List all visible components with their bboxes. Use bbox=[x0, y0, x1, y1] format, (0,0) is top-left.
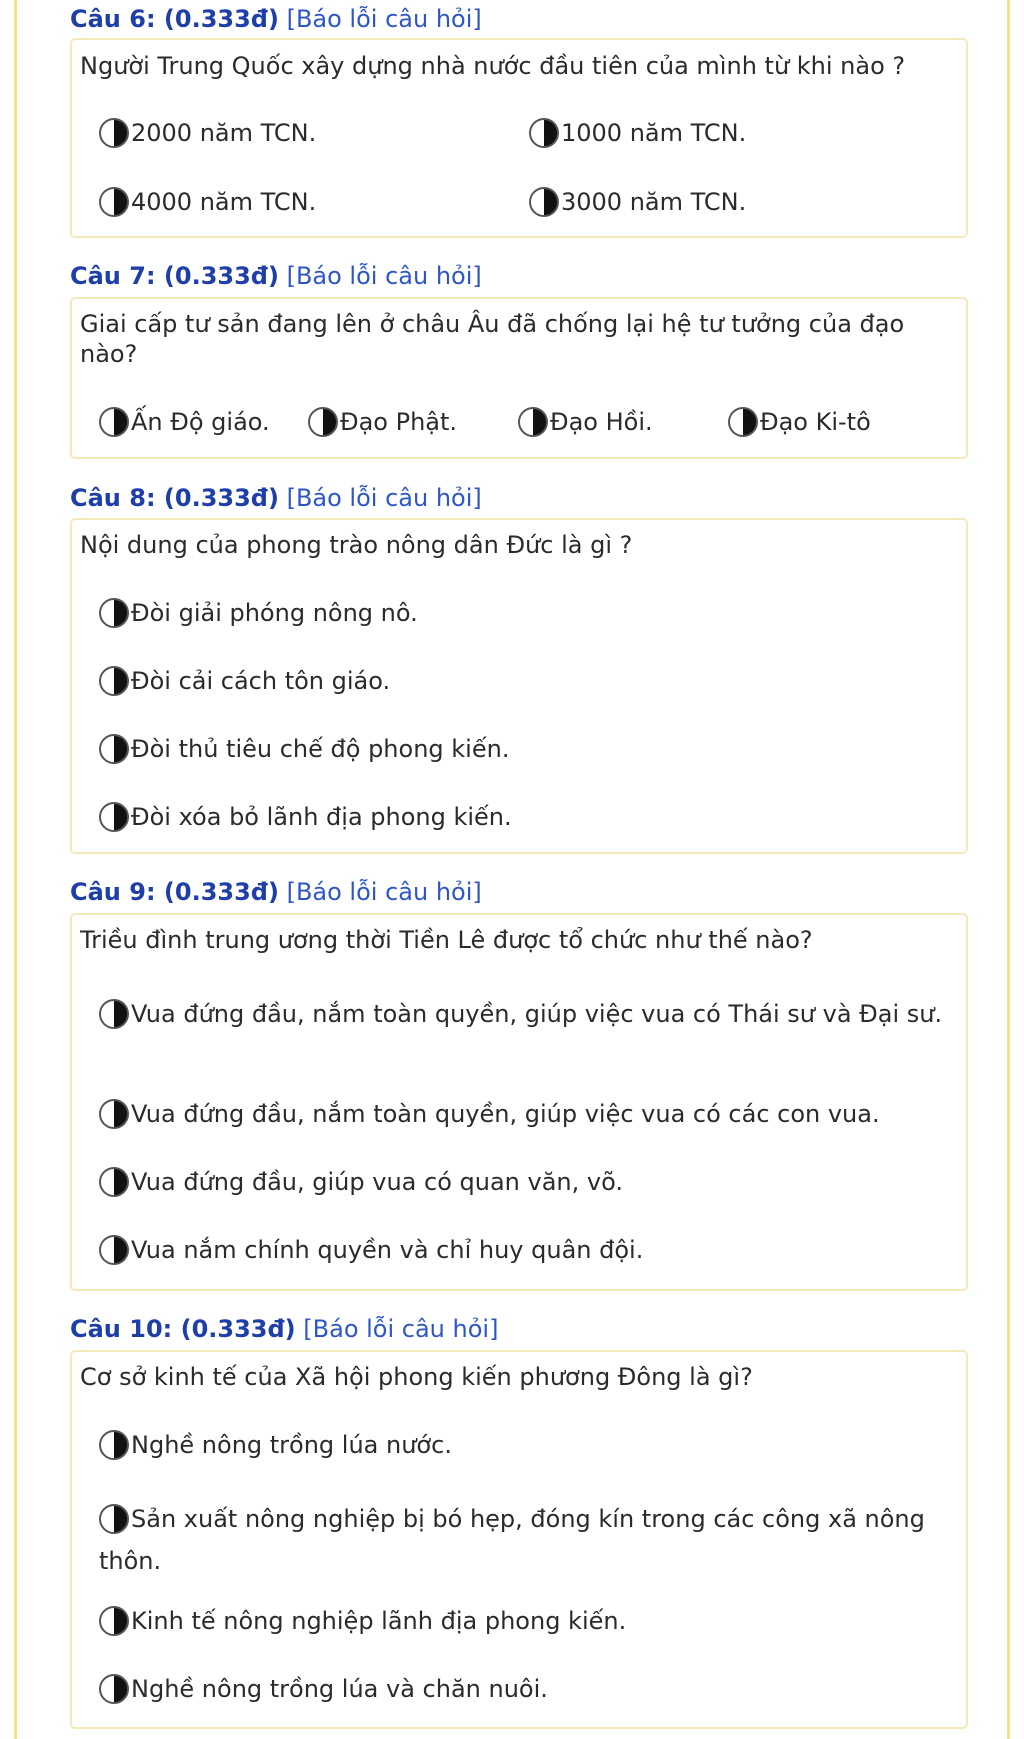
report-error-link[interactable]: [Báo lỗi câu hỏi] bbox=[286, 5, 482, 33]
radio-button-icon[interactable] bbox=[99, 118, 129, 148]
answer-option[interactable] bbox=[518, 407, 653, 437]
question-text: Giai cấp tư sản đang lên ở châu Âu đã chống lại hệ tư tưởng của đạo nào? bbox=[80, 310, 905, 368]
question-text: Triều đình trung ương thời Tiền Lê được tổ chức như thế nào? bbox=[80, 926, 813, 954]
answer-option[interactable] bbox=[99, 407, 270, 437]
option-label: Ấn Độ giáo. bbox=[131, 408, 270, 436]
radio-button-icon[interactable] bbox=[529, 187, 559, 217]
question-7-box bbox=[70, 297, 968, 459]
question-7-header bbox=[70, 261, 482, 291]
radio-button-icon[interactable] bbox=[99, 999, 129, 1029]
question-8-header bbox=[70, 483, 482, 513]
radio-button-icon[interactable] bbox=[99, 1430, 129, 1460]
radio-button-icon[interactable] bbox=[99, 1235, 129, 1265]
answer-option[interactable] bbox=[99, 1167, 623, 1197]
answer-option[interactable] bbox=[529, 118, 746, 148]
radio-button-icon[interactable] bbox=[99, 1606, 129, 1636]
option-label: Đòi giải phóng nông nô. bbox=[131, 599, 418, 627]
question-9-header bbox=[70, 877, 482, 907]
question-title: Câu 8: (0.333đ) bbox=[70, 484, 279, 512]
option-label: Đạo Hồi. bbox=[550, 408, 653, 436]
report-error-link[interactable]: [Báo lỗi câu hỏi] bbox=[303, 1315, 499, 1343]
option-label: 3000 năm TCN. bbox=[561, 188, 747, 216]
question-title: Câu 10: (0.333đ) bbox=[70, 1315, 296, 1343]
report-error-link[interactable]: [Báo lỗi câu hỏi] bbox=[286, 484, 482, 512]
option-label: Đạo Phật. bbox=[340, 408, 458, 436]
option-label: Đòi xóa bỏ lãnh địa phong kiến. bbox=[131, 803, 512, 831]
answer-option[interactable] bbox=[99, 1498, 956, 1582]
radio-button-icon[interactable] bbox=[99, 802, 129, 832]
question-8-box bbox=[70, 518, 968, 854]
option-label: Kinh tế nông nghiệp lãnh địa phong kiến. bbox=[131, 1607, 627, 1635]
question-10-header bbox=[70, 1314, 498, 1344]
option-label: Vua nắm chính quyền và chỉ huy quân đội. bbox=[131, 1236, 644, 1264]
answer-option[interactable] bbox=[99, 1606, 626, 1636]
radio-button-icon[interactable] bbox=[99, 734, 129, 764]
radio-button-icon[interactable] bbox=[99, 1504, 129, 1534]
question-6-header bbox=[70, 4, 482, 34]
question-text: Cơ sở kinh tế của Xã hội phong kiến phương Đông là gì? bbox=[80, 1363, 753, 1391]
radio-button-icon[interactable] bbox=[99, 1099, 129, 1129]
question-9-box bbox=[70, 913, 968, 1291]
question-text: Nội dung của phong trào nông dân Đức là gì ? bbox=[80, 531, 633, 559]
question-text: Người Trung Quốc xây dựng nhà nước đầu tiên của mình từ khi nào ? bbox=[80, 52, 906, 80]
answer-option[interactable] bbox=[99, 666, 390, 696]
answer-option[interactable] bbox=[99, 1674, 548, 1704]
radio-button-icon[interactable] bbox=[529, 118, 559, 148]
option-label: 4000 năm TCN. bbox=[131, 188, 317, 216]
option-label: Đòi cải cách tôn giáo. bbox=[131, 667, 391, 695]
answer-option[interactable] bbox=[728, 407, 871, 437]
question-10-box bbox=[70, 1350, 968, 1729]
report-error-link[interactable]: [Báo lỗi câu hỏi] bbox=[286, 262, 482, 290]
option-label: Sản xuất nông nghiệp bị bó hẹp, đóng kín trong các công xã nông thôn. bbox=[99, 1505, 925, 1575]
answer-option[interactable] bbox=[99, 802, 512, 832]
radio-button-icon[interactable] bbox=[99, 1167, 129, 1197]
radio-button-icon[interactable] bbox=[99, 187, 129, 217]
option-label: Vua đứng đầu, giúp vua có quan văn, võ. bbox=[131, 1168, 623, 1196]
answer-option[interactable] bbox=[99, 993, 956, 1035]
question-6-box bbox=[70, 38, 968, 238]
radio-button-icon[interactable] bbox=[99, 407, 129, 437]
option-label: Vua đứng đầu, nắm toàn quyền, giúp việc vua có Thái sư và Đại sư. bbox=[131, 1000, 943, 1028]
question-title: Câu 9: (0.333đ) bbox=[70, 878, 279, 906]
answer-option[interactable] bbox=[99, 598, 418, 628]
report-error-link[interactable]: [Báo lỗi câu hỏi] bbox=[286, 878, 482, 906]
question-title: Câu 7: (0.333đ) bbox=[70, 262, 279, 290]
radio-button-icon[interactable] bbox=[308, 407, 338, 437]
answer-option[interactable] bbox=[99, 734, 509, 764]
option-label: 2000 năm TCN. bbox=[131, 119, 317, 147]
radio-button-icon[interactable] bbox=[518, 407, 548, 437]
answer-option[interactable] bbox=[99, 1099, 880, 1129]
answer-option[interactable] bbox=[308, 407, 457, 437]
option-label: Đạo Ki-tô bbox=[760, 408, 871, 436]
answer-option[interactable] bbox=[99, 1235, 643, 1265]
radio-button-icon[interactable] bbox=[99, 598, 129, 628]
answer-option[interactable] bbox=[99, 187, 316, 217]
option-label: Nghề nông trồng lúa và chăn nuôi. bbox=[131, 1675, 548, 1703]
question-title: Câu 6: (0.333đ) bbox=[70, 5, 279, 33]
answer-option[interactable] bbox=[529, 187, 746, 217]
option-label: Vua đứng đầu, nắm toàn quyền, giúp việc vua có các con vua. bbox=[131, 1100, 880, 1128]
option-label: 1000 năm TCN. bbox=[561, 119, 747, 147]
radio-button-icon[interactable] bbox=[99, 666, 129, 696]
option-label: Nghề nông trồng lúa nước. bbox=[131, 1431, 452, 1459]
radio-button-icon[interactable] bbox=[728, 407, 758, 437]
answer-option[interactable] bbox=[99, 1430, 452, 1460]
radio-button-icon[interactable] bbox=[99, 1674, 129, 1704]
option-label: Đòi thủ tiêu chế độ phong kiến. bbox=[131, 735, 510, 763]
answer-option[interactable] bbox=[99, 118, 316, 148]
